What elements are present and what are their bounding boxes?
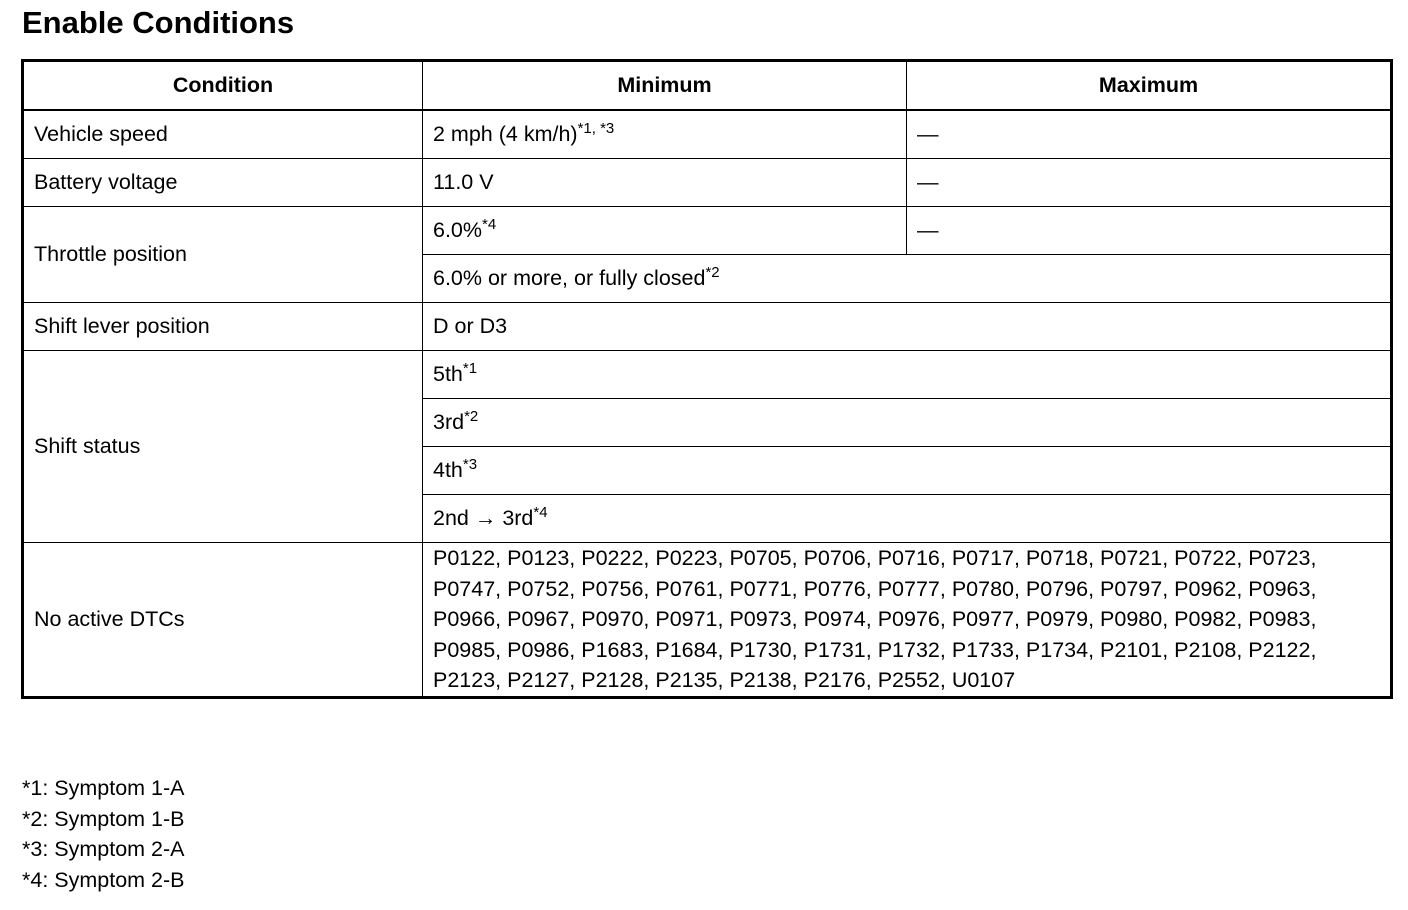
condition-label: Shift lever position	[23, 303, 423, 351]
maximum-value: —	[907, 159, 1392, 207]
value-cell	[423, 447, 1392, 495]
condition-value: 6.0% or more, or fully closed	[433, 266, 706, 290]
value-cell	[423, 351, 1392, 399]
value-cell	[423, 255, 1392, 303]
footnotes	[22, 773, 185, 895]
table-header-row	[23, 61, 1392, 111]
condition-label: Battery voltage	[23, 159, 423, 207]
condition-label: Throttle position	[23, 207, 423, 303]
footnote-ref: *3	[462, 456, 478, 473]
footnote-ref: *2	[464, 408, 479, 425]
footnote: *1: Symptom 1-A	[22, 776, 185, 800]
table-row	[23, 351, 1392, 399]
column-header-maximum: Maximum	[907, 61, 1392, 111]
column-header-condition: Condition	[23, 61, 423, 111]
table-row	[23, 303, 1392, 351]
value-cell	[423, 399, 1392, 447]
maximum-value: —	[907, 207, 1392, 255]
footnote: *4: Symptom 2-B	[22, 867, 185, 892]
maximum-value: —	[907, 110, 1392, 159]
minimum-value: 6.0%	[433, 218, 483, 242]
condition-label: No active DTCs	[23, 543, 423, 698]
minimum-cell	[423, 110, 907, 159]
column-header-minimum: Minimum	[423, 61, 907, 111]
condition-value: D or D3	[423, 303, 1392, 351]
table-row	[23, 110, 1392, 159]
minimum-value: 2 mph (4 km/h)	[433, 122, 578, 146]
condition-value: 3rd	[433, 410, 465, 434]
condition-label: Vehicle speed	[23, 110, 423, 159]
minimum-cell	[423, 207, 907, 255]
footnote-ref: *4	[482, 216, 497, 233]
table-row	[23, 543, 1392, 698]
table-row	[23, 159, 1392, 207]
footnote-ref: *2	[705, 264, 720, 281]
footnote-ref: *4	[533, 504, 548, 521]
footnote-ref: *1, *3	[577, 120, 615, 137]
value-cell	[423, 495, 1392, 543]
condition-label: Shift status	[23, 351, 423, 543]
condition-value: 2nd → 3rd	[433, 506, 534, 530]
condition-value: 4th	[433, 458, 463, 482]
enable-conditions-table	[21, 59, 1393, 699]
condition-value: 5th	[433, 362, 463, 386]
minimum-value: 11.0 V	[423, 159, 907, 207]
footnote-ref: *1	[462, 360, 478, 377]
table-row	[23, 207, 1392, 255]
dtc-list: P0122, P0123, P0222, P0223, P0705, P0706, P0716, P0717, P0718, P0721, P0722, P0723, P0747, P0752, P0756, P0761, P0771, P0776, P0777, P0780, P0796, P0797, P0962, P0963, P0966, P0967, P0970, P0971, P0973, P0974, P0976, P0977, P0979, P0980, P0982, P0983, P0985, P0986, P1683, P1684, P1730, P1731, P1732, P1733, P1734, P2101, P2108, P2122, P2123, P2127, P2128, P2135, P2138, P2176, P2552, U0107	[423, 543, 1392, 698]
page-title: Enable Conditions	[22, 5, 295, 40]
footnote: *3: Symptom 2-A	[22, 837, 185, 861]
footnote: *2: Symptom 1-B	[22, 806, 185, 831]
